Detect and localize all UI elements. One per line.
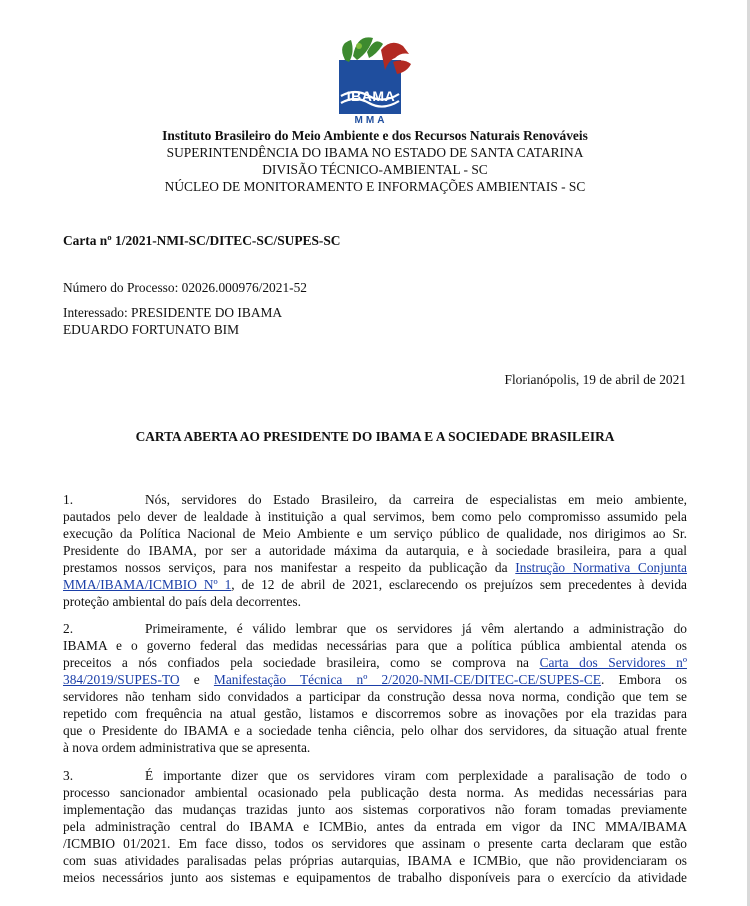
p2-line: que o Presidente do IBAMA e a sociedade tenha ciência, pelo olhar dos servidores, da situação atual frente bbox=[63, 723, 687, 738]
p3-line: com suas atividades paralisadas pelas próprias autarquias, IBAMA e ICMBio, que não providenciaram os bbox=[63, 853, 687, 868]
p2-text: preceitos a nós confiados pela sociedade brasileira, como se comprova na bbox=[63, 655, 529, 670]
p3-number: 3. bbox=[63, 768, 74, 783]
instrucao-normativa-link-cont[interactable]: MMA/IBAMA/ICMBIO Nº 1 bbox=[63, 577, 232, 592]
carta-servidores-link[interactable]: Carta dos Servidores nº bbox=[539, 655, 687, 670]
p1-line bbox=[63, 559, 687, 576]
p1-text: , de 12 de abril de 2021, esclarecendo os prejuízos sem precedentes à devida bbox=[231, 577, 687, 592]
superintendence-line: SUPERINTENDÊNCIA DO IBAMA NO ESTADO DE SANTA CATARINA bbox=[166, 145, 584, 160]
p2-text: . Embora os bbox=[601, 672, 687, 687]
p2-line bbox=[63, 620, 687, 637]
p2-line: servidores não tenham sido convidados a participar da construção dessa nova norma, condição que tem se bbox=[63, 689, 687, 704]
dateline: Florianópolis, 19 de abril de 2021 bbox=[504, 372, 686, 387]
p3-line: /ICMBIO 01/2021. Em face disso, todos os servidores que assinam o presente carta declaram que estão bbox=[63, 836, 687, 851]
carta-servidores-link-cont[interactable]: 384/2019/SUPES-TO bbox=[63, 672, 180, 687]
p3-line: pela administração central do IBAMA e ICMBio, antes da entrada em vigor da INC MMA/IBAMA bbox=[63, 819, 687, 834]
p3-line: meios necessários junto aos sistemas e equipamentos de trabalho disponíveis para o exercício da atividade bbox=[63, 870, 687, 885]
institute-name: Instituto Brasileiro do Meio Ambiente e dos Recursos Naturais Renováveis bbox=[162, 128, 588, 143]
p1-line bbox=[63, 576, 687, 593]
logo-text: IBAMA bbox=[346, 88, 396, 104]
letter-reference: Carta nº 1/2021-NMI-SC/DITEC-SC/SUPES-SC bbox=[63, 233, 341, 248]
p1-line: execução da Política Nacional de Meio Ambiente e um serviço público de qualidade, nos dirigimos ao Sr. bbox=[63, 526, 687, 541]
p2-text: Primeiramente, é válido lembrar que os servidores já vêm alertando a administração do bbox=[145, 621, 687, 636]
instrucao-normativa-link[interactable]: Instrução Normativa Conjunta bbox=[515, 560, 687, 575]
p3-text: É importante dizer que os servidores viram com perplexidade a paralisação de todo o bbox=[145, 768, 687, 783]
p2-text: e bbox=[193, 672, 200, 687]
letter-title: CARTA ABERTA AO PRESIDENTE DO IBAMA E A SOCIEDADE BRASILEIRA bbox=[135, 429, 615, 444]
p2-line bbox=[63, 654, 687, 671]
p1-number: 1. bbox=[63, 492, 74, 507]
p2-line: IBAMA e o governo federal das medidas necessárias para que a política pública ambiental atenda os bbox=[63, 638, 687, 653]
p3-line bbox=[63, 767, 687, 784]
ibama-logo bbox=[331, 30, 417, 130]
p1-line: proteção ambiental do país dela decorrentes. bbox=[63, 594, 301, 609]
logo-subtext: MMA bbox=[354, 115, 388, 126]
p1-text: prestamos nossos serviços, para nos manifestar a respeito da publicação da bbox=[63, 560, 508, 575]
p1-line: Presidente do IBAMA, por ser a autoridade máxima da autarquia, e à sociedade brasileira, para a qual bbox=[63, 543, 687, 558]
nucleus-line: NÚCLEO DE MONITORAMENTO E INFORMAÇÕES AMBIENTAIS - SC bbox=[164, 179, 586, 194]
manifestacao-tecnica-link[interactable]: Manifestação Técnica nº 2/2020-NMI-CE/DITEC-CE/SUPES-CE bbox=[213, 672, 601, 687]
p1-line: pautados pelo dever de lealdade à instituição a qual servimos, bem como pelo compromisso assumido pela bbox=[63, 509, 687, 524]
p2-number: 2. bbox=[63, 621, 74, 636]
p1-text: Nós, servidores do Estado Brasileiro, da carreira de especialistas em meio ambiente, bbox=[145, 492, 687, 507]
p3-line: implementação das mudanças trazidas junto aos sistemas corporativos não foram tomadas previamente bbox=[63, 802, 687, 817]
p2-line: repetido com frequência na atual gestão, listamos e discorremos sobre as inovações por ela trazidas para bbox=[63, 706, 687, 721]
p1-line bbox=[63, 491, 687, 508]
p2-line bbox=[63, 671, 687, 688]
division-line: DIVISÃO TÉCNICO-AMBIENTAL - SC bbox=[262, 162, 488, 177]
interested-name: EDUARDO FORTUNATO BIM bbox=[63, 322, 240, 337]
interested-party: Interessado: PRESIDENTE DO IBAMA bbox=[63, 305, 283, 320]
process-number: Número do Processo: 02026.000976/2021-52 bbox=[63, 280, 307, 295]
p2-line: à nova ordem administrativa que se apresenta. bbox=[63, 740, 311, 755]
p3-line: processo sancionador ambiental ocasionado pela publicação desta norma. As medidas necessárias para bbox=[63, 785, 687, 800]
